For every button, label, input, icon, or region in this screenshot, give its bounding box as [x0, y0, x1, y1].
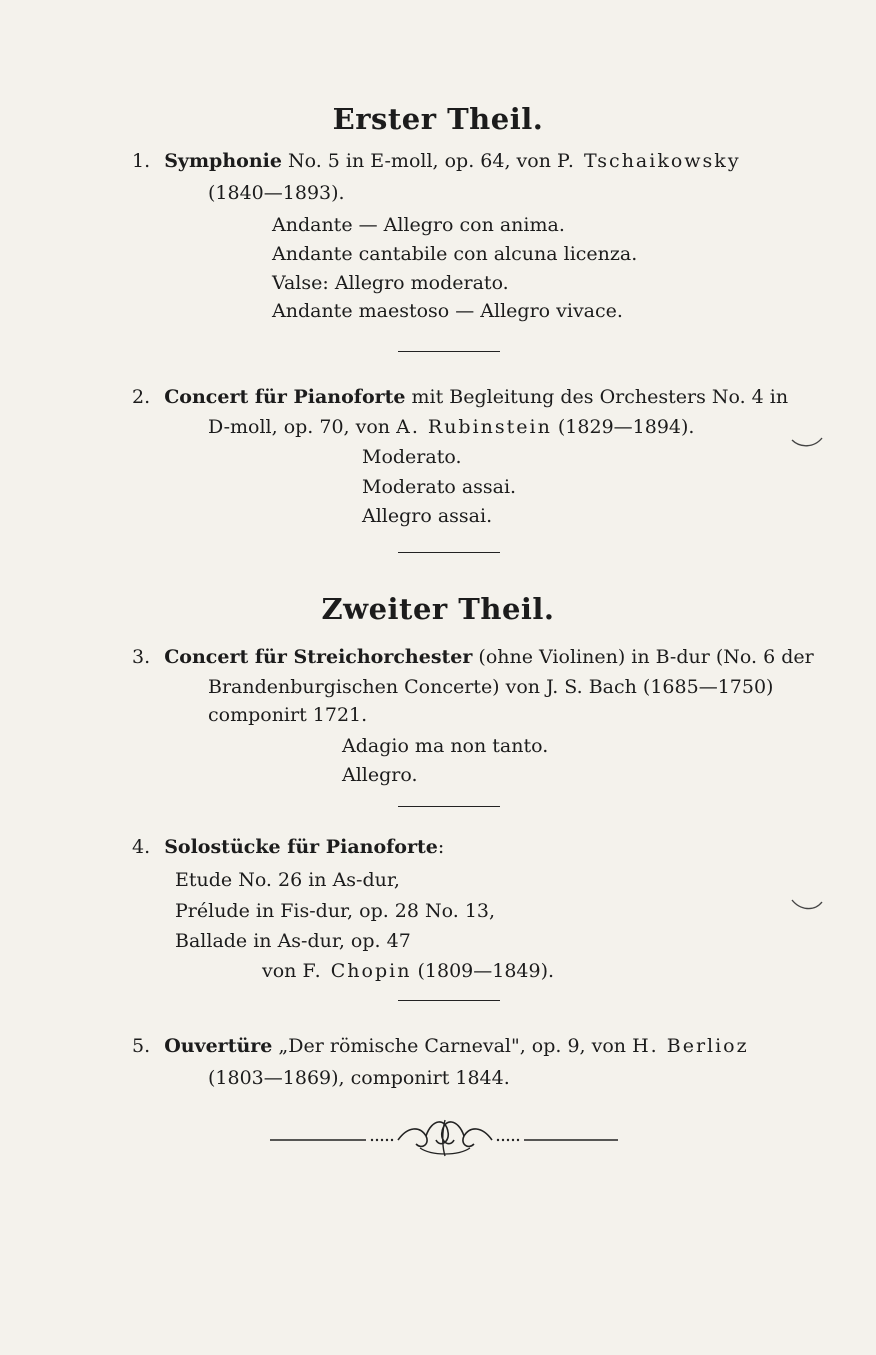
- item4-title: Solostücke für Pianoforte: [164, 836, 438, 858]
- divider-rule: [398, 1000, 500, 1001]
- binding-hole-icon: [790, 880, 830, 930]
- item1-movement: Andante — Allegro con anima.: [272, 214, 565, 236]
- item3-movement: Allegro.: [342, 764, 418, 786]
- item3-line1-rest: (ohne Violinen) in B-dur (No. 6 der: [472, 646, 814, 668]
- item1-movement: Andante cantabile con alcuna licenza.: [272, 243, 638, 265]
- item2-composer: A. Rubinstein: [396, 416, 552, 438]
- flourish-icon: [270, 1112, 620, 1162]
- item1-line1: [132, 152, 741, 171]
- item1-title: Symphonie: [164, 150, 282, 172]
- item5-composer: H. Berlioz: [632, 1035, 749, 1057]
- item4-number: 4.: [132, 836, 151, 858]
- item4-piece: Prélude in Fis-dur, op. 28 No. 13,: [175, 900, 496, 922]
- item1-number: 1.: [132, 150, 151, 172]
- item2-movement: Moderato.: [362, 446, 462, 468]
- part1-heading: Erster Theil.: [332, 102, 544, 136]
- item2-line2: [208, 418, 694, 437]
- item3-movement: Adagio ma non tanto.: [342, 735, 549, 757]
- item4-piece: Etude No. 26 in As-dur,: [175, 869, 400, 891]
- item4-piece: Ballade in As-dur, op. 47: [175, 930, 411, 952]
- item2-movement: Moderato assai.: [362, 476, 517, 498]
- binding-hole-icon: [790, 418, 830, 468]
- item1-line2: (1840—1893).: [208, 182, 345, 204]
- item1-line1-rest: No. 5 in E-moll, op. 64, von: [281, 150, 557, 172]
- item3-number: 3.: [132, 646, 151, 668]
- item3-line1: [132, 648, 814, 667]
- item1-composer: P. Tschaikowsky: [557, 150, 741, 172]
- item5-line1: [132, 1037, 749, 1056]
- divider-rule: [398, 552, 500, 553]
- item1-movement: Valse: Allegro moderato.: [272, 272, 509, 294]
- item5-title: Ouvertüre: [164, 1035, 273, 1057]
- item2-number: 2.: [132, 386, 151, 408]
- item5-line2: (1803—1869), componirt 1844.: [208, 1067, 510, 1089]
- item2-line1: [132, 388, 788, 407]
- item5-line1-rest: „Der römische Carneval", op. 9, von: [272, 1035, 633, 1057]
- item4-composer: F. Chopin: [302, 960, 412, 982]
- item5-number: 5.: [132, 1035, 151, 1057]
- item4-line1: [132, 838, 444, 857]
- item2-line2-start: D-moll, op. 70, von: [208, 416, 397, 438]
- part2-heading: Zweiter Theil.: [321, 592, 555, 626]
- divider-rule: [398, 351, 500, 352]
- divider-rule: [398, 806, 500, 807]
- item4-by-start: von: [262, 960, 303, 982]
- item3-title: Concert für Streichorchester: [164, 646, 473, 668]
- item3-line3: componirt 1721.: [208, 704, 368, 726]
- item2-line1-rest: mit Begleitung des Orchesters No. 4 in: [405, 386, 789, 408]
- item4-colon: :: [437, 836, 445, 858]
- item3-line2: Brandenburgischen Concerte) von J. S. Bach (1685—1750): [208, 676, 774, 698]
- item4-byline: [262, 962, 554, 981]
- ornament-divider: [270, 1112, 620, 1162]
- item2-movement: Allegro assai.: [362, 505, 493, 527]
- item4-by-end: (1809—1849).: [411, 960, 555, 982]
- item2-title: Concert für Pianoforte: [164, 386, 406, 408]
- item2-line2-end: (1829—1894).: [551, 416, 695, 438]
- item1-movement: Andante maestoso — Allegro vivace.: [272, 300, 623, 322]
